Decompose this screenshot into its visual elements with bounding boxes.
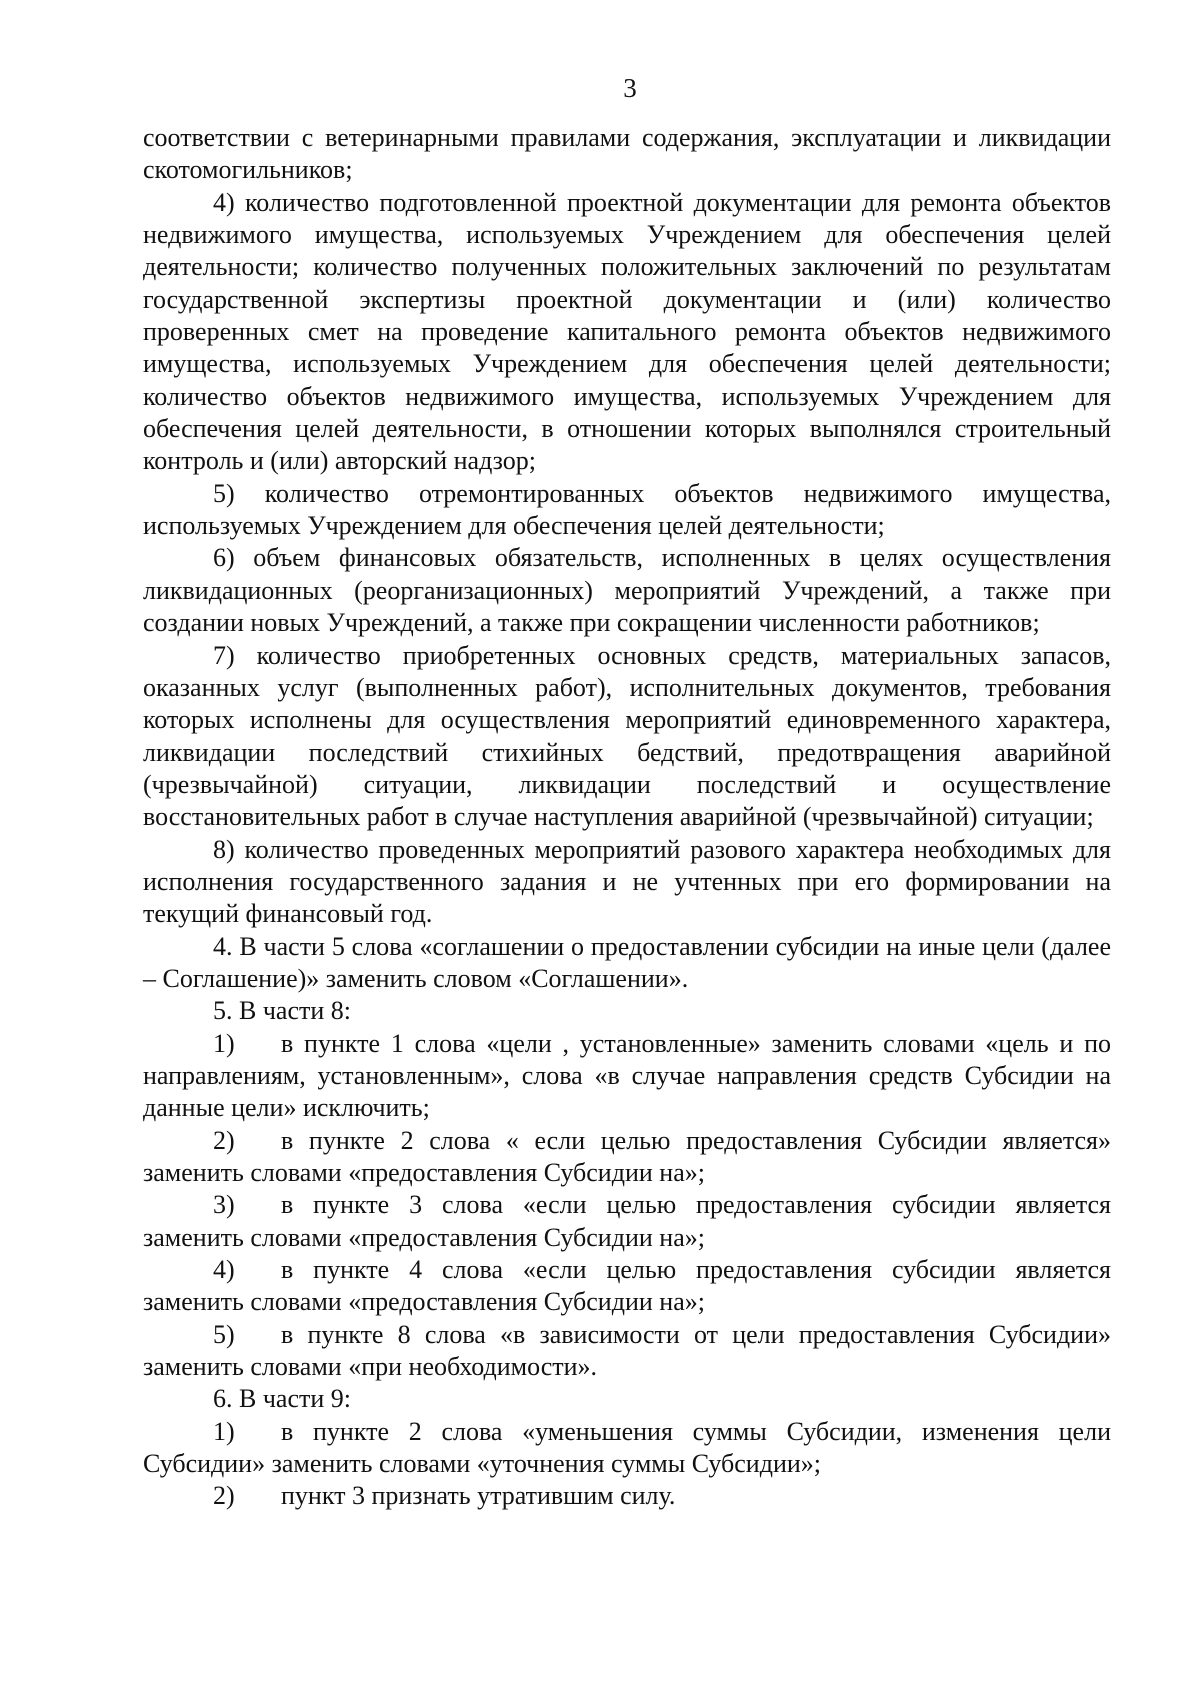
list-item xyxy=(143,1125,1111,1190)
list-item xyxy=(143,1416,1111,1481)
list-item xyxy=(143,1189,1111,1254)
paragraph: соответствии с ветеринарными правилами содержания, эксплуатации и ликвидации скотомогильников; xyxy=(143,123,1111,185)
list-item-number: 2) xyxy=(213,1481,235,1511)
section-heading: 5. В части 8: xyxy=(213,996,351,1026)
list-item-text: в пункте 1 слова «цели , установленные» заменить словами «цель и по направлениям, установленным», слова «в случае направления средств Субсидии на данные цели» исключить; xyxy=(143,1028,1111,1123)
document-body xyxy=(143,122,1111,1513)
paragraph: 8) количество проведенных мероприятий разового характера необходимых для исполнения государственного задания и не учтенных при его формировании на текущий финансовый год. xyxy=(143,834,1111,929)
list-item-number: 5) xyxy=(213,1319,235,1349)
paragraph: 6) объем финансовых обязательств, исполненных в целях осуществления ликвидационных (реорганизационных) мероприятий Учреждений, а также при создании новых Учреждений, а также при сокращении численности работников; xyxy=(143,543,1111,638)
list-item-text: пункт 3 признать утратившим силу. xyxy=(281,1481,676,1511)
list-item-number: 1) xyxy=(213,1028,235,1058)
list-item-number: 3) xyxy=(213,1190,235,1220)
list-item-number: 4) xyxy=(213,1255,235,1285)
paragraph: 4) количество подготовленной проектной документации для ремонта объектов недвижимого имущества, используемых Учреждением для обеспечения целей деятельности; количество полученных положительных заключений по результатам государственной экспертизы проектной документации и (или) количество проверенных смет на проведение капитального ремонта объектов недвижимого имущества, используемых Учреждением для обеспечения целей деятельности; количество объектов недвижимого имущества, используемых Учреждением для обеспечения целей деятельности, в отношении которых выполнялся строительный контроль и (или) авторский надзор; xyxy=(143,187,1111,476)
list-item xyxy=(143,1028,1111,1125)
list-item xyxy=(143,1480,1111,1512)
page-number: 3 xyxy=(623,73,637,103)
list-item-number: 2) xyxy=(213,1125,235,1155)
list-item-text: в пункте 4 слова «если целью предоставления субсидии является заменить словами «предоставления Субсидии на»; xyxy=(143,1255,1111,1317)
list-item-text: в пункте 2 слова «уменьшения суммы Субсидии, изменения цели Субсидии» заменить словами «уточнения суммы Субсидии»; xyxy=(143,1416,1111,1479)
list-item-text: в пункте 2 слова « если целью предоставления Субсидии является» заменить словами «предоставления Субсидии на»; xyxy=(143,1125,1111,1187)
paragraph: 5) количество отремонтированных объектов недвижимого имущества, используемых Учреждением для обеспечения целей деятельности; xyxy=(143,478,1111,541)
paragraph: 4. В части 5 слова «соглашении о предоставлении субсидии на иные цели (далее – Соглашение)» заменить словом «Соглашении». xyxy=(143,931,1111,993)
paragraph: 7) количество приобретенных основных средств, материальных запасов, оказанных услуг (выполненных работ), исполнительных документов, требования которых исполнены для осуществления мероприятий единовременного характера, ликвидации последствий стихийных бедствий, предотвращения аварийной (чрезвычайной) ситуации, ликвидации последствий и осуществление восстановительных работ в случае наступления аварийной (чрезвычайной) ситуации; xyxy=(143,640,1111,832)
list-item-text: в пункте 8 слова «в зависимости от цели предоставления Субсидии» заменить словами «при необходимости». xyxy=(143,1319,1111,1382)
list-item-number: 1) xyxy=(213,1416,235,1446)
list-item xyxy=(143,1319,1111,1384)
section-heading: 6. В части 9: xyxy=(213,1384,351,1414)
list-item-text: в пункте 3 слова «если целью предоставления субсидии является заменить словами «предоставления Субсидии на»; xyxy=(143,1190,1111,1252)
list-item xyxy=(143,1254,1111,1319)
